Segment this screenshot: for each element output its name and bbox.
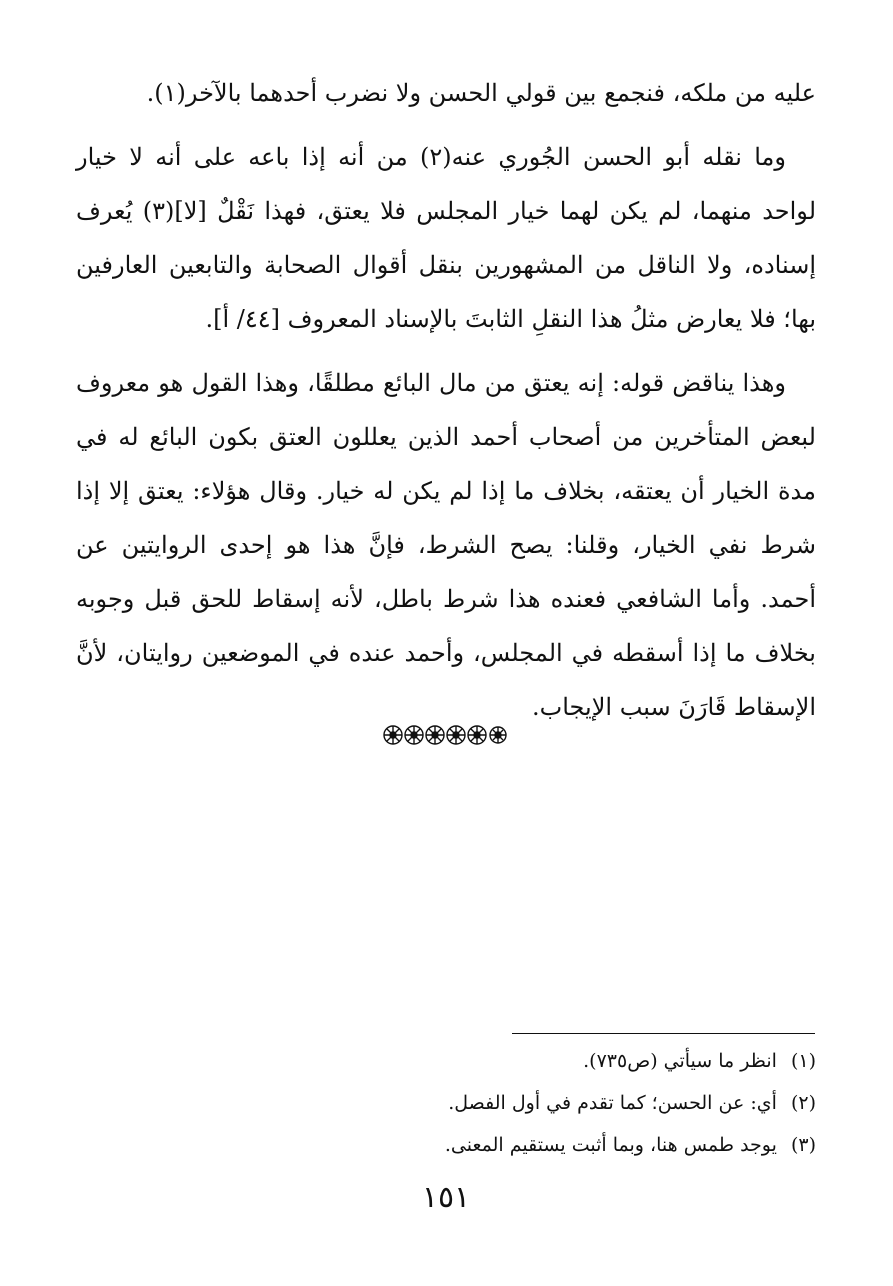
footnote-text: يوجد طمس هنا، وبما أثبت يستقيم المعنى. <box>444 1134 777 1156</box>
footnote-text: أي: عن الحسن؛ كما تقدم في أول الفصل. <box>448 1092 777 1114</box>
paragraph-1: عليه من ملكه، فنجمع بين قولي الحسن ولا نضرب أحدهما بالآخر(١). <box>146 79 816 107</box>
footnote-2 <box>60 1082 816 1124</box>
paragraph-2: وما نقله أبو الحسن الجُوري عنه(٢) من أنه إذا باعه على أنه لا خيار لواحد منهما، لم يكن لهما خيار المجلس فلا يعتق، فهذا نَقْلٌ [لا](٣) يُعرف إسناده، ولا الناقل من المشهورين بنقل أقوال الصحابة والتابعين العارفين بها؛ فلا يعارض مثلُ هذا النقلِ الثابتَ بالإسناد المعروف [٤٤/ أ]. <box>76 143 817 333</box>
ornament-svg <box>383 722 507 748</box>
footnote-1 <box>60 1040 816 1082</box>
footnote-number: (٣) <box>790 1134 816 1156</box>
footnote-text: انظر ما سيأتي (ص٧٣٥). <box>583 1050 777 1072</box>
paragraph-3: وهذا يناقض قوله: إنه يعتق من مال البائع مطلقًا، وهذا القول هو معروف لبعض المتأخرين من أصحاب أحمد الذين يعللون العتق بكون البائع له في مدة الخيار أن يعتقه، بخلاف ما إذا لم يكن له خيار. وقال هؤلاء: يعتق إلا إذا شرط نفي الخيار، وقلنا: يصح الشرط، فإنَّ هذا هو إحدى الروايتين عن أحمد. وأما الشافعي فعنده هذا شرط باطل، لأنه إسقاط للحق قبل وجوبه بخلاف ما إذا أسقطه في المجلس، وأحمد عنده في الموضعين روايتان، لأنَّ الإسقاط قَارَنَ سبب الإيجاب. <box>76 369 816 721</box>
footnotes <box>60 1040 816 1166</box>
footnote-separator <box>512 1033 815 1034</box>
main-text <box>76 66 816 734</box>
floral-ornament-icon <box>380 718 510 752</box>
page-number: ١٥١ <box>421 1180 471 1215</box>
footnote-number: (١) <box>790 1050 816 1072</box>
footnote-3 <box>60 1124 816 1166</box>
footnote-number: (٢) <box>790 1092 816 1114</box>
